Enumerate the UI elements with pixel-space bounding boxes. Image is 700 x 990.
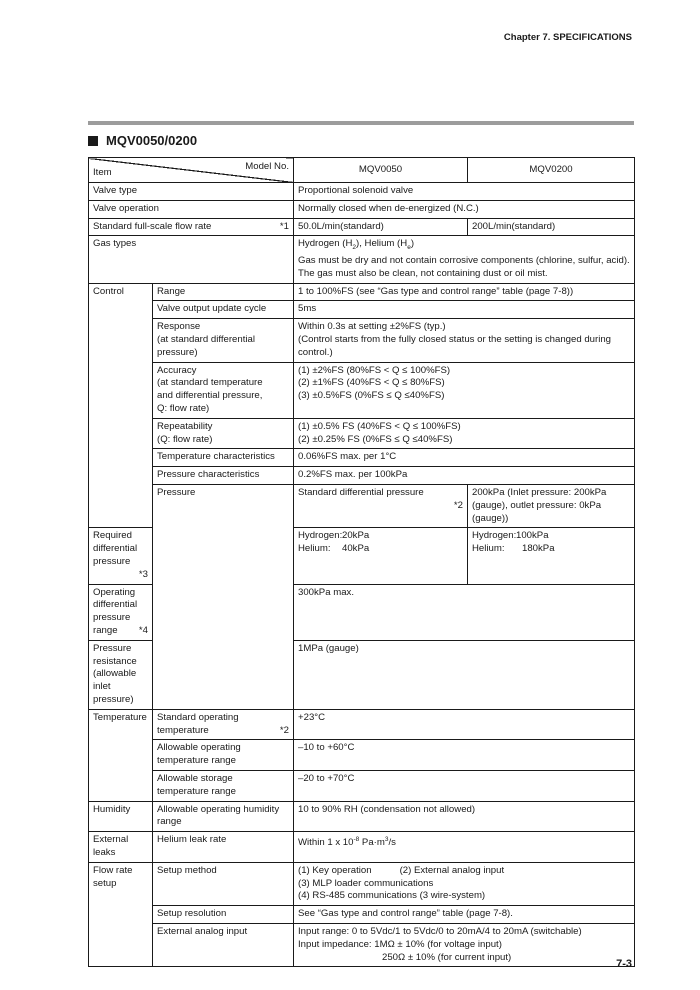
value-line: (Control starts from the fully closed status or the setting is changed during control.): [298, 334, 612, 358]
label-line: range: [157, 816, 182, 828]
row-label: [153, 319, 294, 362]
row-label: [153, 362, 294, 418]
gas-text: ), Helium (H: [356, 238, 408, 250]
table-row: [89, 862, 635, 905]
label-line: Required differential pressure: [93, 530, 138, 568]
spec-table: [88, 157, 635, 967]
row-value: 200L/min(standard): [468, 218, 635, 236]
label-line: (at standard differential: [157, 334, 255, 346]
gas-label: Helium:: [298, 543, 331, 555]
gas-label: Hydrogen:: [472, 530, 517, 542]
section-title-text: MQV0050/0200: [106, 133, 198, 148]
leak-exponent: -8: [353, 836, 360, 844]
label-line: and differential pressure,: [157, 390, 263, 402]
row-label: [153, 709, 294, 740]
table-row: [89, 467, 635, 485]
label-line: Operating differential: [93, 586, 138, 611]
table-row: [89, 485, 635, 528]
table-row: [89, 236, 635, 283]
footnote-marker: *2: [453, 499, 463, 511]
label-line: temperature range: [157, 785, 236, 797]
row-value: 10 to 90% RH (condensation not allowed): [294, 801, 635, 832]
gas-line-2: Gas must be dry and not contain corrosive components (chlorine, sulfur, acid).: [298, 255, 630, 267]
row-value: 0.2%FS max. per 100kPa: [294, 467, 635, 485]
group-temperature: Temperature: [89, 709, 153, 801]
chapter-header: Chapter 7. SPECIFICATIONS: [503, 32, 632, 43]
gas-text: Hydrogen (H: [298, 238, 353, 250]
label-line: [157, 725, 289, 738]
footnote-marker: *3: [138, 568, 148, 580]
table-row: [89, 923, 635, 966]
label-line: Pressure resistance: [93, 642, 137, 667]
gas-label: Helium:: [472, 543, 505, 555]
row-label: Gas types: [89, 236, 294, 283]
row-value: [294, 528, 468, 584]
gas-value: 20kPa: [342, 530, 370, 542]
model-no-label: Model No.: [245, 161, 289, 172]
table-row: [89, 740, 635, 771]
gas-line-1: [298, 238, 630, 255]
label-line: Standard operating: [157, 711, 239, 723]
gas-line-3: The gas must also be clean, not containing dust or oil mist.: [298, 267, 548, 279]
row-label: [294, 485, 468, 528]
group-line: setup: [93, 877, 117, 889]
row-value: [294, 236, 635, 283]
gas-subscript: e: [407, 244, 411, 252]
group-line: Flow rate: [93, 864, 133, 876]
table-row: [89, 832, 635, 863]
row-label: Range: [153, 283, 294, 301]
row-label: Helium leak rate: [153, 832, 294, 863]
footnote-marker: *4: [138, 625, 148, 637]
row-label: [89, 218, 294, 236]
label-line: Standard differential pressure: [298, 487, 424, 499]
row-value: See “Gas type and control range” table (page 7-8).: [294, 906, 635, 924]
row-label: [89, 584, 153, 640]
value-line: [298, 865, 630, 878]
table-row: [89, 709, 635, 740]
value-line: [298, 543, 463, 556]
row-label: Valve output update cycle: [153, 301, 294, 319]
item-label: Item: [93, 167, 112, 179]
group-line: leaks: [93, 846, 116, 858]
row-label: Setup resolution: [153, 906, 294, 924]
section-rule: [88, 121, 634, 125]
value-line: (1) ±2%FS (80%FS < Q ≤ 100%FS): [298, 364, 451, 376]
table-row: [89, 362, 635, 418]
page-number: 7-3: [616, 958, 632, 970]
row-label: Temperature characteristics: [153, 449, 294, 467]
leak-text: Within 1 x 10: [298, 837, 354, 849]
row-value: –10 to +60°C: [294, 740, 635, 771]
gas-value: 100kPa: [516, 530, 549, 542]
value-line: Input impedance: 1MΩ ± 10% (for voltage input): [298, 938, 502, 950]
row-value: Normally closed when de-energized (N.C.): [294, 200, 635, 218]
value-line: 250Ω ± 10% (for current input): [382, 951, 512, 963]
gas-value: 180kPa: [522, 543, 555, 555]
row-value: [294, 862, 635, 905]
row-value: 1MPa (gauge): [294, 640, 635, 709]
table-row: [89, 770, 635, 801]
table-row: [89, 283, 635, 301]
gas-value: 40kPa: [342, 543, 370, 555]
leak-text: Pa·m: [359, 837, 385, 849]
row-value: [294, 319, 635, 362]
row-value: 50.0L/min(standard): [294, 218, 468, 236]
table-row: [89, 418, 635, 449]
leak-text: /s: [388, 837, 396, 849]
value-line: [472, 530, 630, 543]
label-line: (Q: flow rate): [157, 433, 213, 445]
option: (2) External analog input: [399, 864, 505, 876]
row-value: [294, 923, 635, 966]
row-label: External analog input: [153, 923, 294, 966]
square-bullet-icon: [88, 136, 98, 146]
leak-exponent: 3: [384, 836, 389, 844]
table-row: [89, 200, 635, 218]
option: (1) Key operation: [298, 864, 372, 876]
value-line: (1) ±0.5% FS (40%FS < Q ≤ 100%FS): [298, 420, 461, 432]
label-line: (allowable inlet pressure): [93, 668, 137, 705]
value-line: (3) MLP loader communications: [298, 877, 434, 889]
label-line: (at standard temperature: [157, 377, 263, 389]
row-label: [89, 528, 153, 584]
label-line: Allowable operating humidity: [157, 803, 280, 815]
header-diagonal-cell: [89, 158, 294, 183]
label-text: pressure range: [93, 612, 131, 637]
row-value: 200kPa (Inlet pressure: 200kPa (gauge), outlet pressure: 0kPa (gauge)): [468, 485, 635, 528]
row-value: 1 to 100%FS (see “Gas type and control range” table (page 7-8)): [294, 283, 635, 301]
table-row: [89, 301, 635, 319]
row-value: +23°C: [294, 709, 635, 740]
group-line: External: [93, 834, 129, 846]
value-line: [472, 543, 630, 556]
label-line: Response: [157, 321, 201, 333]
row-value: –20 to +70°C: [294, 770, 635, 801]
value-line: (2) ±0.25% FS (0%FS ≤ Q ≤40%FS): [298, 433, 453, 445]
row-value: [468, 528, 635, 584]
group-flow-rate-setup: [89, 862, 153, 967]
row-label: Pressure characteristics: [153, 467, 294, 485]
row-value: 0.06%FS max. per 1°C: [294, 449, 635, 467]
value-line: (2) ±1%FS (40%FS < Q ≤ 80%FS): [298, 377, 445, 389]
group-pressure: Pressure: [153, 485, 294, 710]
model-mqv0050: MQV0050: [294, 158, 468, 183]
row-value: 5ms: [294, 301, 635, 319]
label-line: temperature range: [157, 755, 236, 767]
label-line: pressure): [157, 346, 198, 358]
row-label-text: Standard full-scale flow rate: [93, 220, 212, 232]
footnote-marker: *1: [279, 220, 289, 232]
table-row: [89, 218, 635, 236]
row-label: [153, 801, 294, 832]
row-label: [89, 640, 153, 709]
group-humidity: Humidity: [89, 801, 153, 832]
row-label: Valve operation: [89, 200, 294, 218]
row-value: 300kPa max.: [294, 584, 635, 640]
value-line: Input range: 0 to 5Vdc/1 to 5Vdc/0 to 20mA/4 to 20mA (switchable): [298, 925, 582, 937]
row-value: [294, 832, 635, 863]
section-title: [88, 133, 197, 148]
row-value: [294, 362, 635, 418]
gas-text: ): [410, 238, 415, 250]
label-text: temperature: [157, 724, 209, 736]
model-mqv0200: MQV0200: [468, 158, 635, 183]
table-row: [89, 449, 635, 467]
row-value: [294, 418, 635, 449]
label-line: Accuracy: [157, 364, 197, 376]
label-line: Allowable operating: [157, 742, 241, 754]
row-label: [153, 770, 294, 801]
gas-label: Hydrogen:: [298, 530, 343, 542]
label-line: [93, 612, 148, 638]
row-label: [153, 740, 294, 771]
label-line: Allowable storage: [157, 772, 233, 784]
label-line: Q: flow rate): [157, 403, 210, 415]
table-row: [89, 801, 635, 832]
label-line: Repeatability: [157, 420, 213, 432]
table-row: [89, 319, 635, 362]
gas-subscript: 2: [352, 244, 357, 252]
row-label: [153, 418, 294, 449]
footnote-marker: *2: [279, 724, 289, 736]
row-label: Valve type: [89, 183, 294, 201]
table-row: [89, 158, 635, 183]
group-external-leaks: [89, 832, 153, 863]
value-line: (4) RS-485 communications (3 wire-system): [298, 890, 486, 902]
value-line: [298, 530, 463, 543]
value-line: Within 0.3s at setting ±2%FS (typ.): [298, 321, 446, 333]
value-line: (3) ±0.5%FS (0%FS ≤ Q ≤40%FS): [298, 390, 445, 402]
row-value: Proportional solenoid valve: [294, 183, 635, 201]
group-control: Control: [89, 283, 153, 528]
table-row: [89, 183, 635, 201]
table-row: [89, 906, 635, 924]
row-label: Setup method: [153, 862, 294, 905]
